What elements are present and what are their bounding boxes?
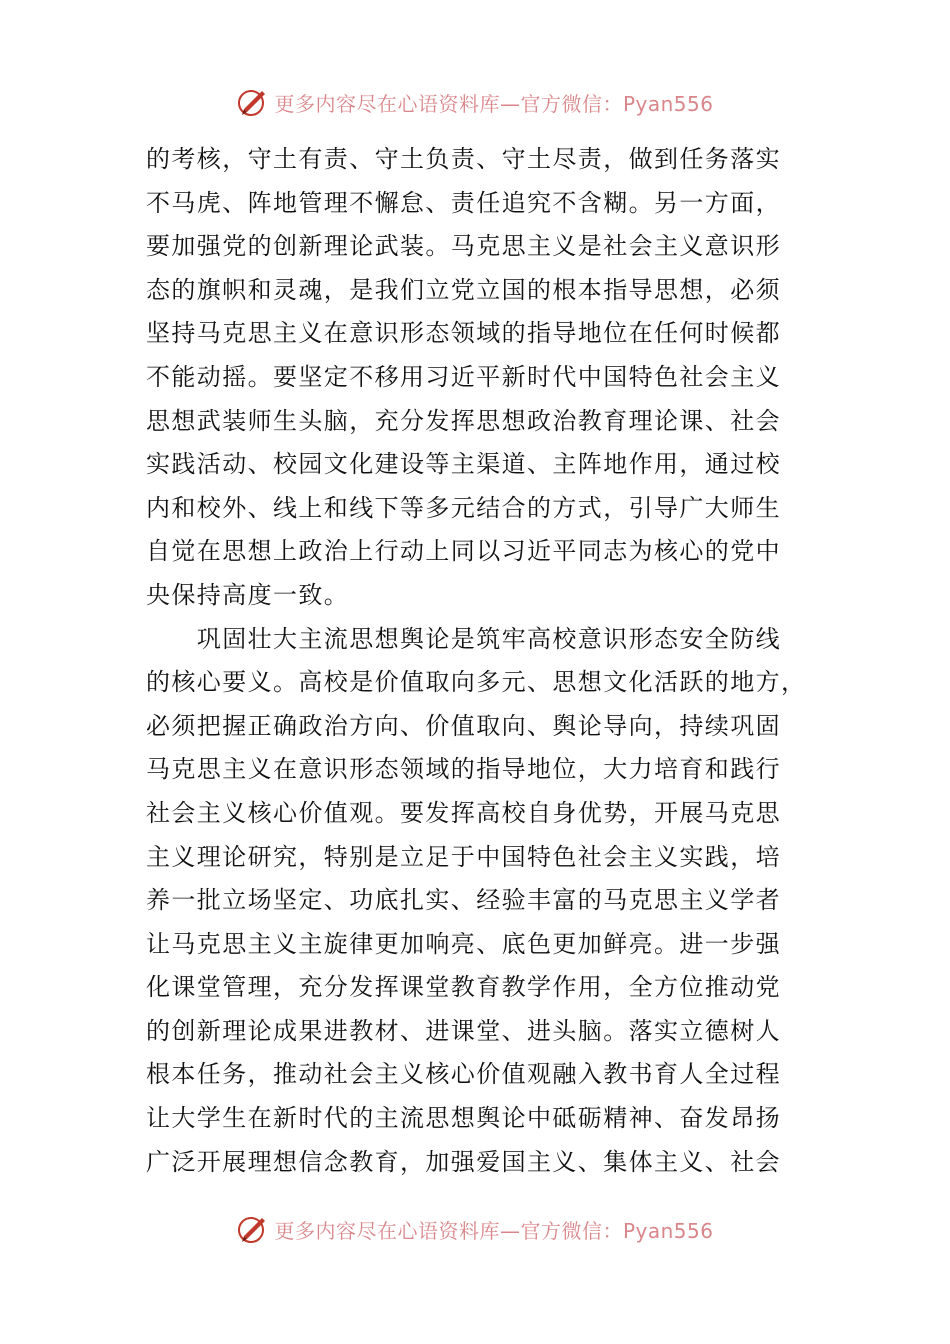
header-banner-text: 更多内容尽在心语资料库—官方微信：Pyan556 — [274, 91, 714, 116]
document-body — [146, 138, 808, 1184]
text-line: 的创新理论成果进教材、进课堂、进头脑。落实立德树人 — [146, 1016, 781, 1045]
text-line: 的核心要义。高校是价值取向多元、思想文化活跃的地方， — [146, 668, 807, 697]
text-line: 态的旗帜和灵魂，是我们立党立国的根本指导思想，必须 — [146, 275, 781, 304]
text-line: 坚持马克思主义在意识形态领域的指导地位在任何时候都 — [146, 319, 781, 348]
footer-banner-text: 更多内容尽在心语资料库—官方微信：Pyan556 — [274, 1218, 714, 1243]
text-line: 主义理论研究，特别是立足于中国特色社会主义实践，培 — [146, 842, 781, 871]
pen-logo-icon — [236, 85, 270, 119]
text-line: 内和校外、线上和线下等多元结合的方式，引导广大师生 — [146, 493, 781, 522]
text-line: 不能动摇。要坚定不移用习近平新时代中国特色社会主义 — [146, 362, 781, 391]
text-line: 社会主义核心价值观。要发挥高校自身优势，开展马克思 — [146, 798, 781, 827]
text-line: 让大学生在新时代的主流思想舆论中砥砺精神、奋发昂扬 — [146, 1104, 781, 1133]
text-line: 自觉在思想上政治上行动上同以习近平同志为核心的党中 — [146, 537, 781, 566]
text-line: 的考核，守土有责、守土负责、守土尽责，做到任务落实 — [146, 145, 781, 173]
text-line: 巩固壮大主流思想舆论是筑牢高校意识形态安全防线 — [146, 624, 781, 653]
text-line: 不马虎、阵地管理不懈怠、责任追究不含糊。另一方面， — [146, 188, 781, 217]
footer-watermark-banner — [0, 1209, 950, 1249]
text-line: 广泛开展理想信念教育，加强爱国主义、集体主义、社会 — [146, 1147, 781, 1176]
text-line: 养一批立场坚定、功底扎实、经验丰富的马克思主义学者 — [146, 886, 781, 915]
text-line: 根本任务，推动社会主义核心价值观融入教书育人全过程 — [146, 1060, 781, 1089]
text-line: 实践活动、校园文化建设等主渠道、主阵地作用，通过校 — [146, 450, 781, 479]
text-line: 化课堂管理，充分发挥课堂教育教学作用，全方位推动党 — [146, 973, 781, 1002]
text-line: 思想武装师生头脑，充分发挥思想政治教育理论课、社会 — [146, 406, 781, 435]
pen-logo-icon — [236, 1212, 270, 1246]
header-watermark-banner — [0, 82, 950, 122]
text-line: 马克思主义在意识形态领域的指导地位，大力培育和践行 — [146, 755, 781, 784]
text-line: 让马克思主义主旋律更加响亮、底色更加鲜亮。进一步强 — [146, 929, 781, 958]
text-line: 央保持高度一致。 — [146, 580, 350, 609]
text-line: 要加强党的创新理论武装。马克思主义是社会主义意识形 — [146, 232, 781, 261]
text-line: 必须把握正确政治方向、价值取向、舆论导向，持续巩固 — [146, 711, 781, 740]
